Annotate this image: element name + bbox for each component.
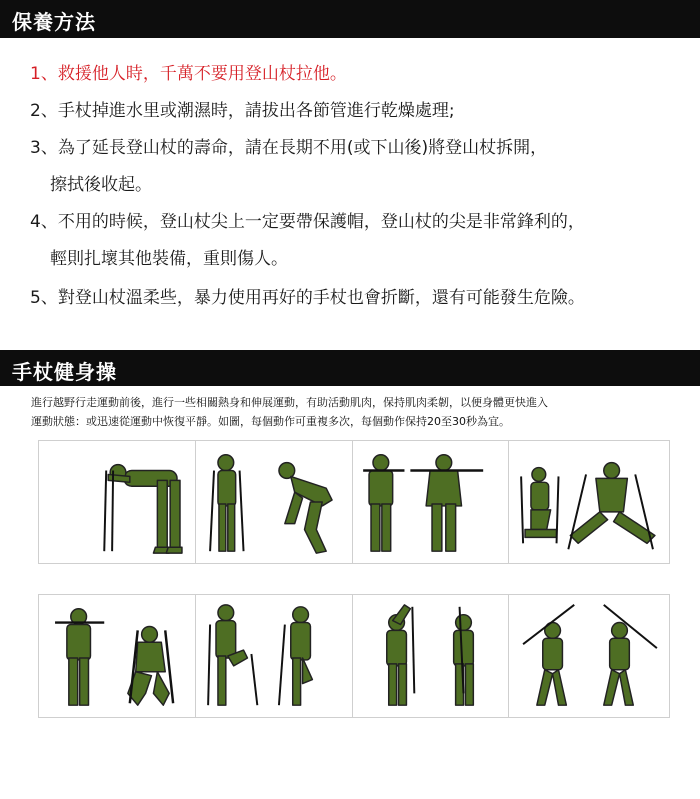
side-bend-stretch-icon <box>509 595 669 717</box>
overhead-arm-stretch-icon <box>353 595 513 717</box>
care-item-4-cont: 輕則扎壞其他裝備，重則傷人。 <box>50 249 288 269</box>
exercise-panel-5 <box>38 594 200 718</box>
overhead-pole-twist-icon <box>353 441 513 563</box>
knee-bend-stretch-icon <box>196 441 356 563</box>
care-title: 保養方法 <box>12 10 96 34</box>
pole-squat-icon <box>39 595 199 717</box>
exercise-panel-8 <box>508 594 670 718</box>
exercise-panel-3 <box>352 440 514 564</box>
exercise-panel-1 <box>38 440 200 564</box>
forward-bend-stretch-icon <box>39 441 199 563</box>
care-item-5: 5、對登山杖溫柔些，暴力使用再好的手杖也會折斷，還有可能發生危險。 <box>30 288 585 308</box>
exercise-title: 手杖健身操 <box>12 360 117 384</box>
care-header <box>0 0 700 38</box>
exercise-panel-2 <box>195 440 357 564</box>
side-lunge-stretch-icon <box>509 441 669 563</box>
exercise-panel-6 <box>195 594 357 718</box>
exercise-panel-4 <box>508 440 670 564</box>
exercise-panel-7 <box>352 594 514 718</box>
care-item-1: 1、救援他人時，千萬不要用登山杖拉他。 <box>30 64 347 84</box>
care-item-4: 4、不用的時候，登山杖尖上一定要帶保護帽，登山杖的尖是非常鋒利的， <box>30 212 585 232</box>
exercise-intro-line-2: 運動狀態：或迅速從運動中恢復平靜。如圖，每個動作可重複多次，每個動作保持20至30秒為宜。 <box>31 415 510 428</box>
care-item-3-cont: 擦拭後收起。 <box>50 175 152 195</box>
quad-stretch-icon <box>196 595 356 717</box>
care-item-2: 2、手杖掉進水里或潮濕時，請拔出各節管進行乾燥處理; <box>30 101 455 121</box>
exercise-header <box>0 350 700 386</box>
care-item-3: 3、為了延長登山杖的壽命，請在長期不用(或下山後)將登山杖拆開， <box>30 138 548 158</box>
exercise-intro-line-1: 進行越野行走運動前後，進行一些相關熱身和伸展運動，有助活動肌肉，保持肌肉柔韌，以便身體更快進入 <box>31 396 548 409</box>
